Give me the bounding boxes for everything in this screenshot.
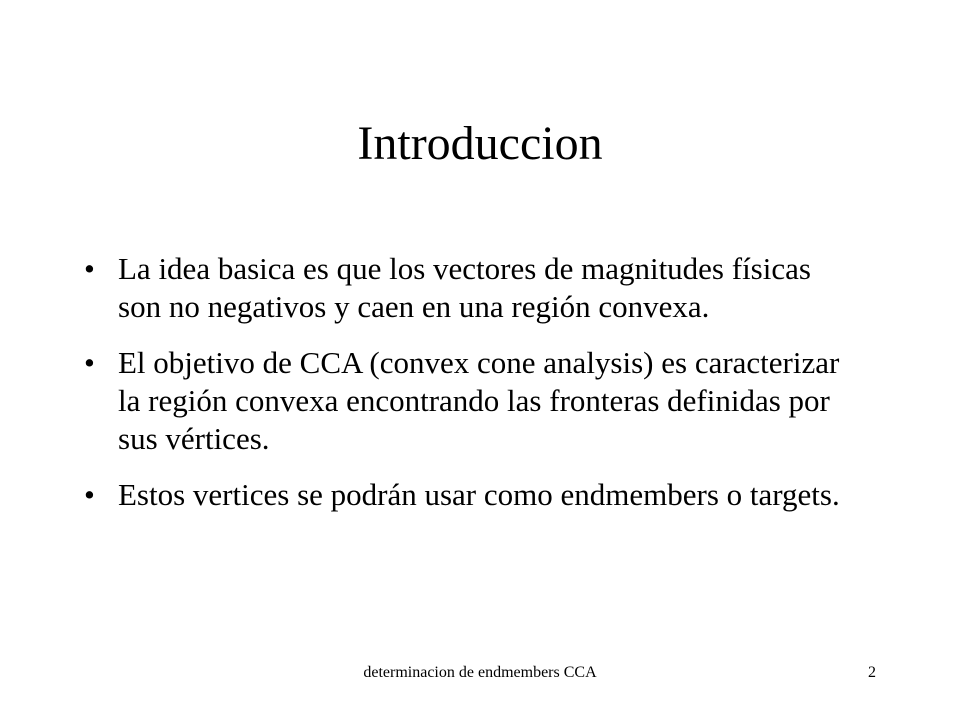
footer-text: determinacion de endmembers CCA xyxy=(363,664,597,681)
bullet-marker: • xyxy=(84,251,95,286)
bullet-text: El objetivo de CCA (convex cone analysis) es caracterizar la región convexa encontrando las fronteras definidas por sus vértices. xyxy=(118,345,840,456)
bullet-text: La idea basica es que los vectores de magnitudes físicas son no negativos y caen en una región convexa. xyxy=(118,251,811,324)
bullet-marker: • xyxy=(84,345,95,380)
bullet-list xyxy=(84,250,854,514)
page-number: 2 xyxy=(868,664,876,681)
bullet-item xyxy=(84,344,854,458)
slide-title: Introduccion xyxy=(357,117,603,170)
bullet-item xyxy=(84,476,854,514)
bullet-marker: • xyxy=(84,477,95,512)
bullet-item xyxy=(84,250,854,326)
bullet-text: Estos vertices se podrán usar como endmembers o targets. xyxy=(118,477,840,512)
